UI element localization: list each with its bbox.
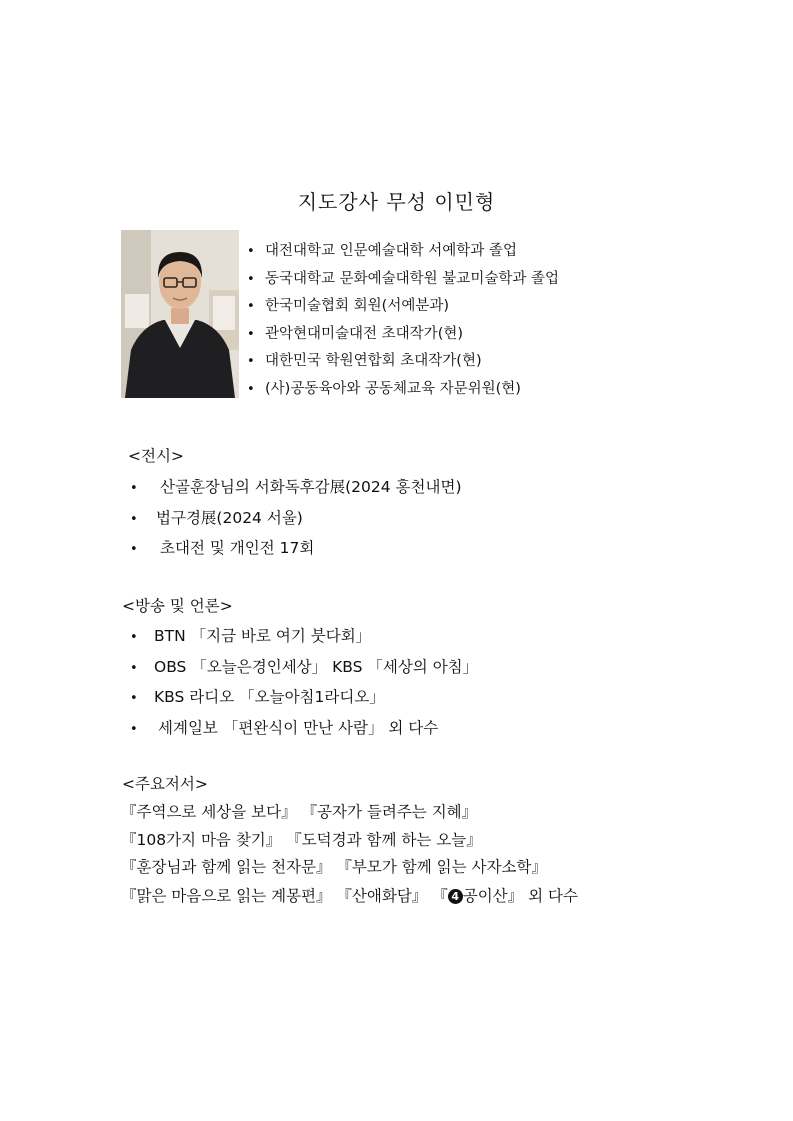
- list-item: • 산골훈장님의 서화독후감展(2024 홍천내면): [130, 472, 462, 503]
- media-heading: <방송 및 언론>: [122, 597, 233, 615]
- list-item: • 초대전 및 개인전 17회: [130, 533, 462, 564]
- bullet-icon: •: [130, 691, 138, 706]
- bullet-icon: •: [247, 354, 255, 370]
- book-line: 『108가지 마음 찾기』 『도덕경과 함께 하는 오늘』: [121, 830, 482, 849]
- bullet-icon: •: [247, 244, 255, 259]
- list-item: • KBS 라디오 「오늘아침1라디오」: [130, 682, 478, 713]
- bio-item: • 대한민국 학원연합회 초대작가(현): [247, 348, 559, 376]
- bio-item: • 동국대학교 문화예술대학원 불교미술학과 졸업: [247, 266, 559, 294]
- bullet-icon: •: [130, 511, 138, 527]
- bullet-icon: •: [247, 271, 255, 287]
- exhibitions-list: [130, 472, 462, 564]
- bio-list: [247, 238, 559, 404]
- bullet-icon: •: [247, 326, 255, 342]
- page-title: 지도강사 무성 이민형: [297, 190, 496, 214]
- bullet-icon: •: [130, 481, 138, 496]
- profile-photo: [121, 230, 239, 398]
- bio-item: • (사)공동육아와 공동체교육 자문위원(현): [247, 376, 559, 404]
- book-line: 『맑은 마음으로 읽는 계몽편』 『산애화담』 『 4 공이산』 외 다수: [121, 886, 578, 905]
- books-heading: <주요저서>: [122, 775, 208, 793]
- bio-item: • 관악현대미술대전 초대작가(현): [247, 321, 559, 349]
- bullet-icon: •: [130, 542, 138, 557]
- bio-item: • 대전대학교 인문예술대학 서예학과 졸업: [247, 238, 559, 266]
- circled-number-icon: 4: [448, 889, 463, 904]
- bullet-icon: •: [130, 630, 138, 645]
- bullet-icon: •: [247, 299, 255, 315]
- list-item: • 세계일보 「편완식이 만난 사람」 외 다수: [130, 713, 478, 744]
- list-item: • 법구경展(2024 서울): [130, 503, 462, 534]
- book-line: 『훈장님과 함께 읽는 천자문』 『부모가 함께 읽는 사자소학』: [121, 858, 547, 876]
- media-list: [130, 621, 478, 743]
- bullet-icon: •: [130, 721, 138, 737]
- bio-item: • 한국미술협회 회원(서예분과): [247, 293, 559, 321]
- bullet-icon: •: [247, 381, 255, 397]
- book-line: 『주역으로 세상을 보다』 『공자가 들려주는 지혜』: [121, 803, 478, 821]
- books-list: [121, 799, 651, 907]
- list-item: • BTN 「지금 바로 여기 붓다회」: [130, 621, 478, 652]
- exhibitions-heading: <전시>: [128, 447, 184, 465]
- list-item: • OBS 「오늘은경인세상」 KBS 「세상의 아침」: [130, 652, 478, 683]
- bullet-icon: •: [130, 660, 138, 676]
